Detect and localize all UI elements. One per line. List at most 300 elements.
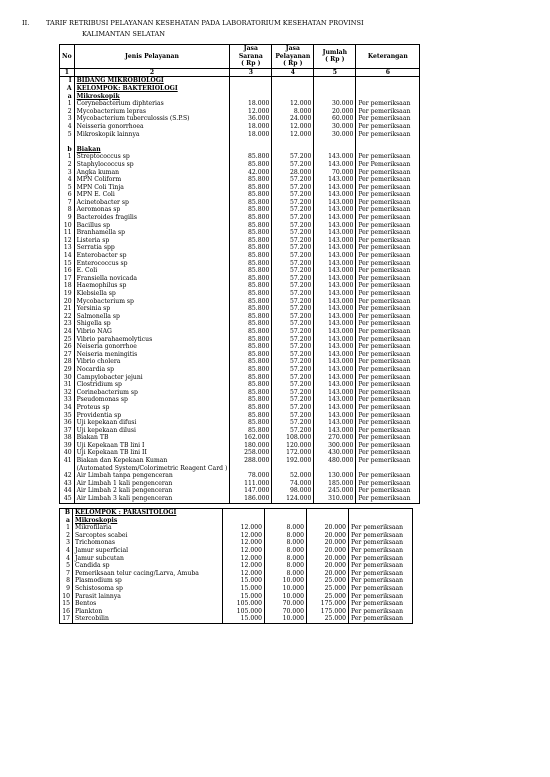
jasa-sarana-value: 258.000 [230, 449, 272, 457]
keterangan-text: Per Pemeriksaan [356, 161, 420, 169]
keterangan-text: Per pemeriksaan [356, 153, 420, 161]
header-no: No [60, 45, 75, 69]
jumlah-value: 143.000 [314, 244, 356, 252]
row-number: 17 [60, 615, 73, 623]
jasa-sarana-value: 78.000 [230, 472, 272, 480]
jumlah-value: 430.000 [314, 449, 356, 457]
jumlah-value: 143.000 [314, 161, 356, 169]
jumlah-value: 143.000 [314, 381, 356, 389]
table-row [60, 381, 420, 389]
table-row [60, 358, 420, 366]
jasa-sarana-value: 105.000 [223, 600, 265, 608]
service-name: Mikroskopik lainnya [74, 131, 230, 139]
jasa-sarana-value: 85.800 [230, 305, 272, 313]
table-row [60, 214, 420, 222]
jasa-sarana-value: 85.800 [230, 199, 272, 207]
jasa-pelayanan-value: 24.000 [272, 115, 314, 123]
row-number: 11 [60, 229, 75, 237]
jumlah-value: 25.000 [307, 593, 349, 601]
keterangan-text: Per pemeriksaan [356, 184, 420, 192]
keterangan-text: Per pemeriksaan [356, 229, 420, 237]
table-row [60, 282, 420, 290]
service-name: Sarcoptes scabei [73, 532, 223, 540]
service-name: Neiseria meningitis [74, 351, 230, 359]
keterangan-text: Per pemeriksaan [356, 252, 420, 260]
table-row [60, 577, 413, 585]
keterangan-text: Per pemeriksaan [349, 524, 413, 532]
service-name: MPN Coli Tinja [74, 184, 230, 192]
jasa-pelayanan-value: 57.200 [272, 298, 314, 306]
keterangan-text: Per pemeriksaan [349, 600, 413, 608]
service-name: Nocardia sp [74, 366, 230, 374]
row-number: 33 [60, 396, 75, 404]
table-row [60, 161, 420, 169]
service-name: Bentos [73, 600, 223, 608]
jasa-pelayanan-value [272, 465, 314, 473]
jasa-pelayanan-value: 74.000 [272, 480, 314, 488]
jasa-pelayanan-value: 57.200 [272, 153, 314, 161]
keterangan-text: Per pemeriksaan [356, 131, 420, 139]
jumlah-value: 60.000 [314, 115, 356, 123]
table-row [60, 419, 420, 427]
row-number: 44 [60, 487, 75, 495]
keterangan-text: Per pemeriksaan [349, 547, 413, 555]
jasa-sarana-value: 18.000 [230, 131, 272, 139]
service-name: Stercobilin [73, 615, 223, 623]
jumlah-value: 130.000 [314, 472, 356, 480]
column-number: 1 [60, 68, 75, 77]
service-name: Serratia spp [74, 244, 230, 252]
service-name: Proteus sp [74, 404, 230, 412]
table-row [60, 206, 420, 214]
table-row [60, 115, 420, 123]
jasa-sarana-value: 288.000 [230, 457, 272, 465]
table-row [60, 389, 420, 397]
table-row [60, 487, 420, 495]
row-number: 3 [60, 115, 75, 123]
jasa-pelayanan-value: 57.200 [272, 389, 314, 397]
service-name: Pseudomonas sp [74, 396, 230, 404]
keterangan-text: Per pemeriksaan [356, 351, 420, 359]
row-number: 4 [60, 547, 73, 555]
service-name: Plasmodium sp [73, 577, 223, 585]
row-number: 25 [60, 336, 75, 344]
jasa-pelayanan-value: 124.000 [272, 495, 314, 503]
jasa-sarana-value: 85.800 [230, 412, 272, 420]
service-name: Acinetobacter sp [74, 199, 230, 207]
service-name: Biakan dan Kepekaan Kuman [74, 457, 230, 465]
service-name: Vibrio NAG [74, 328, 230, 336]
jasa-sarana-value: 85.800 [230, 343, 272, 351]
jasa-pelayanan-value: 8.000 [265, 539, 307, 547]
service-name: Enterococcus sp [74, 260, 230, 268]
table-row [60, 570, 413, 578]
keterangan-text: Per pemeriksaan [356, 199, 420, 207]
jumlah-value: 310.000 [314, 495, 356, 503]
jasa-sarana-value: 36.000 [230, 115, 272, 123]
jasa-pelayanan-value: 57.200 [272, 374, 314, 382]
jasa-sarana-value: 12.000 [223, 539, 265, 547]
group-heading-row: A KELOMPOK: BAKTERIOLOGI [60, 85, 420, 93]
jasa-pelayanan-value: 12.000 [272, 123, 314, 131]
jasa-pelayanan-value: 8.000 [265, 547, 307, 555]
keterangan-text: Per pemeriksaan [356, 222, 420, 230]
row-number: 2 [60, 532, 73, 540]
keterangan-text: Per pemeriksaan [349, 593, 413, 601]
keterangan-text: Per pemeriksaan [356, 191, 420, 199]
jumlah-value: 20.000 [307, 539, 349, 547]
row-number: 5 [60, 562, 73, 570]
keterangan-text: Per pemeriksaan [356, 176, 420, 184]
jumlah-value: 300.000 [314, 442, 356, 450]
keterangan-text: Per pemeriksaan [356, 419, 420, 427]
row-number: 39 [60, 442, 75, 450]
jumlah-value: 143.000 [314, 184, 356, 192]
jumlah-value: 185.000 [314, 480, 356, 488]
row-number: 5 [60, 184, 75, 192]
table-row [60, 222, 420, 230]
keterangan-text: Per pemeriksaan [349, 608, 413, 616]
jasa-pelayanan-value: 57.200 [272, 184, 314, 192]
header-jasa-sarana: Jasa Sarana ( Rp ) [230, 45, 272, 69]
jasa-pelayanan-value: 98.000 [272, 487, 314, 495]
jumlah-value: 480.000 [314, 457, 356, 465]
service-name: Parasit lainnya [73, 593, 223, 601]
jasa-sarana-value: 12.000 [223, 524, 265, 532]
jasa-pelayanan-value: 192.000 [272, 457, 314, 465]
keterangan-text: Per pemeriksaan [356, 449, 420, 457]
row-number: 29 [60, 366, 75, 374]
row-number: 15 [60, 600, 73, 608]
table-row [60, 237, 420, 245]
table-row [60, 298, 420, 306]
table-row [60, 442, 420, 450]
table-row [60, 555, 413, 563]
table-row [60, 108, 420, 116]
group-heading-row: B KELOMPOK : PARASITOLOGI [60, 509, 413, 517]
jumlah-value: 143.000 [314, 389, 356, 397]
keterangan-text: Per pemeriksaan [356, 434, 420, 442]
jasa-sarana-value: 85.800 [230, 396, 272, 404]
keterangan-text: Per pemeriksaan [356, 480, 420, 488]
table-row [60, 562, 413, 570]
jasa-pelayanan-value: 8.000 [272, 108, 314, 116]
table-row [60, 457, 420, 465]
keterangan-text: Per pemeriksaan [349, 562, 413, 570]
table-row [60, 524, 413, 532]
row-number: 31 [60, 381, 75, 389]
table-row [60, 615, 413, 623]
row-number: 4 [60, 123, 75, 131]
table-row [60, 229, 420, 237]
row-number: 17 [60, 275, 75, 283]
row-number: 2 [60, 108, 75, 116]
keterangan-text: Per pemeriksaan [356, 267, 420, 275]
service-name: Corinebacterium sp [74, 389, 230, 397]
jumlah-value: 143.000 [314, 320, 356, 328]
jasa-pelayanan-value: 57.200 [272, 351, 314, 359]
table-row [60, 608, 413, 616]
service-name: Yersinia sp [74, 305, 230, 313]
service-name: Uji Kepekaan TB lini I [74, 442, 230, 450]
keterangan-text: Per pemeriksaan [356, 214, 420, 222]
table-row [60, 305, 420, 313]
row-number: 38 [60, 434, 75, 442]
row-number: 41 [60, 457, 75, 465]
keterangan-text: Per pemeriksaan [356, 404, 420, 412]
jasa-sarana-value: 162.000 [230, 434, 272, 442]
row-number: 16 [60, 267, 75, 275]
jasa-sarana-value: 180.000 [230, 442, 272, 450]
row-number: 9 [60, 214, 75, 222]
jasa-pelayanan-value: 8.000 [265, 570, 307, 578]
jasa-sarana-value: 85.800 [230, 336, 272, 344]
table-row [60, 547, 413, 555]
row-number: 35 [60, 412, 75, 420]
column-number: 5 [314, 68, 356, 77]
keterangan-text: Per pemeriksaan [356, 237, 420, 245]
keterangan-text: Per pemeriksaan [356, 275, 420, 283]
table-row [60, 199, 420, 207]
keterangan-text: Per pemeriksaan [356, 457, 420, 465]
keterangan-text: Per pemeriksaan [356, 115, 420, 123]
table-row [60, 434, 420, 442]
service-name: Vibrio cholera [74, 358, 230, 366]
keterangan-text: Per pemeriksaan [356, 320, 420, 328]
table-row [60, 427, 420, 435]
jasa-sarana-value: 15.000 [223, 593, 265, 601]
table-row [60, 252, 420, 260]
jasa-pelayanan-value: 8.000 [265, 532, 307, 540]
table-row [60, 465, 420, 473]
row-number: 3 [60, 539, 73, 547]
row-number: 12 [60, 237, 75, 245]
jasa-pelayanan-value: 57.200 [272, 290, 314, 298]
jumlah-value: 143.000 [314, 396, 356, 404]
jasa-sarana-value: 85.800 [230, 404, 272, 412]
jasa-pelayanan-value: 8.000 [265, 562, 307, 570]
jasa-sarana-value: 85.800 [230, 260, 272, 268]
service-name: Mycobacterium lepras [74, 108, 230, 116]
table-row [60, 336, 420, 344]
table-row [60, 404, 420, 412]
jasa-sarana-value [230, 465, 272, 473]
service-name: Corynebacterium diphterias [74, 100, 230, 108]
jasa-sarana-value: 85.800 [230, 320, 272, 328]
keterangan-text: Per pemeriksaan [349, 577, 413, 585]
jasa-pelayanan-value: 57.200 [272, 396, 314, 404]
jasa-sarana-value: 12.000 [223, 547, 265, 555]
row-number: 10 [60, 593, 73, 601]
title-line-2: KALIMANTAN SELATAN [82, 30, 166, 38]
row-number: 26 [60, 343, 75, 351]
jumlah-value: 143.000 [314, 214, 356, 222]
keterangan-text: Per pemeriksaan [356, 412, 420, 420]
service-name: Mycobacterium sp [74, 298, 230, 306]
jasa-sarana-value: 85.800 [230, 214, 272, 222]
jumlah-value: 143.000 [314, 419, 356, 427]
jasa-pelayanan-value: 52.000 [272, 472, 314, 480]
row-number: 7 [60, 570, 73, 578]
jasa-pelayanan-value: 57.200 [272, 305, 314, 313]
jasa-sarana-value: 85.800 [230, 298, 272, 306]
table-row [60, 412, 420, 420]
jasa-sarana-value: 85.800 [230, 358, 272, 366]
jasa-pelayanan-value: 57.200 [272, 244, 314, 252]
jumlah-value: 143.000 [314, 260, 356, 268]
keterangan-text: Per pemeriksaan [356, 290, 420, 298]
jumlah-value: 143.000 [314, 351, 356, 359]
jumlah-value [314, 465, 356, 473]
service-name: Schistosoma sp [73, 585, 223, 593]
jasa-pelayanan-value: 57.200 [272, 404, 314, 412]
jasa-sarana-value: 85.800 [230, 374, 272, 382]
service-name: Uji kepekaan difusi [74, 419, 230, 427]
jasa-sarana-value: 85.800 [230, 313, 272, 321]
service-name: Klebsiella sp [74, 290, 230, 298]
row-number: 34 [60, 404, 75, 412]
keterangan-text: Per pemeriksaan [356, 206, 420, 214]
jasa-sarana-value: 85.800 [230, 290, 272, 298]
jasa-pelayanan-value: 57.200 [272, 237, 314, 245]
jumlah-value: 143.000 [314, 313, 356, 321]
jumlah-value: 143.000 [314, 176, 356, 184]
row-number: 43 [60, 480, 75, 488]
table-row [60, 275, 420, 283]
row-number: 16 [60, 608, 73, 616]
keterangan-text: Per pemeriksaan [356, 305, 420, 313]
jasa-sarana-value: 12.000 [223, 532, 265, 540]
service-name: E. Coli [74, 267, 230, 275]
jumlah-value: 20.000 [307, 562, 349, 570]
table-row [60, 153, 420, 161]
jasa-sarana-value: 85.800 [230, 275, 272, 283]
keterangan-text: Per pemeriksaan [356, 123, 420, 131]
row-number: 19 [60, 290, 75, 298]
service-name: Shigella sp [74, 320, 230, 328]
jasa-sarana-value: 15.000 [223, 585, 265, 593]
jasa-pelayanan-value: 10.000 [265, 593, 307, 601]
service-name: Jamur subcutan [73, 555, 223, 563]
service-name: Clostridium sp [74, 381, 230, 389]
row-number: 6 [60, 191, 75, 199]
jasa-sarana-value: 85.800 [230, 176, 272, 184]
jasa-sarana-value: 85.800 [230, 153, 272, 161]
table-row [60, 313, 420, 321]
table-row [60, 131, 420, 139]
jumlah-value: 143.000 [314, 427, 356, 435]
row-number: 2 [60, 161, 75, 169]
service-name: Biakan TB [74, 434, 230, 442]
jasa-pelayanan-value: 10.000 [265, 577, 307, 585]
keterangan-text: Per pemeriksaan [356, 389, 420, 397]
jumlah-value: 175.000 [307, 600, 349, 608]
service-name: Providentia sp [74, 412, 230, 420]
jasa-sarana-value: 85.800 [230, 222, 272, 230]
row-number: 28 [60, 358, 75, 366]
jumlah-value: 143.000 [314, 336, 356, 344]
table-row [60, 539, 413, 547]
service-name: Neisseria gonorrhoea [74, 123, 230, 131]
jumlah-value: 143.000 [314, 374, 356, 382]
row-number: 5 [60, 131, 75, 139]
jasa-pelayanan-value: 57.200 [272, 328, 314, 336]
jasa-sarana-value: 42.000 [230, 169, 272, 177]
row-number: 15 [60, 260, 75, 268]
jumlah-value: 20.000 [307, 524, 349, 532]
jumlah-value: 25.000 [307, 585, 349, 593]
tariff-table-bacteriology [59, 44, 420, 504]
jasa-sarana-value: 12.000 [230, 108, 272, 116]
header-keterangan: Keterangan [356, 45, 420, 69]
jasa-sarana-value: 85.800 [230, 252, 272, 260]
row-number: 10 [60, 222, 75, 230]
jumlah-value: 143.000 [314, 199, 356, 207]
jasa-sarana-value: 85.800 [230, 237, 272, 245]
jasa-pelayanan-value: 57.200 [272, 161, 314, 169]
table-row [60, 472, 420, 480]
service-name: Pemeriksaan telur cacing/Larva, Amuba [73, 570, 223, 578]
row-number: 1 [60, 153, 75, 161]
row-number: 4 [60, 555, 73, 563]
jasa-sarana-value: 85.800 [230, 229, 272, 237]
keterangan-text: Per pemeriksaan [349, 615, 413, 623]
header-jasa-pelayanan: Jasa Pelayanan ( Rp ) [272, 45, 314, 69]
section-roman: II. [22, 19, 30, 27]
keterangan-text: Per pemeriksaan [349, 570, 413, 578]
jasa-sarana-value: 147.000 [230, 487, 272, 495]
row-number: 32 [60, 389, 75, 397]
keterangan-text: Per pemeriksaan [349, 539, 413, 547]
service-name: Staphylococcus sp [74, 161, 230, 169]
jasa-pelayanan-value: 57.200 [272, 419, 314, 427]
service-name: MPN E. Coli [74, 191, 230, 199]
table-row [60, 176, 420, 184]
jumlah-value: 143.000 [314, 328, 356, 336]
table-row [60, 184, 420, 192]
service-name: Angka kuman [74, 169, 230, 177]
service-name: Aeromonas sp [74, 206, 230, 214]
jumlah-value: 20.000 [307, 555, 349, 563]
keterangan-text: Per pemeriksaan [356, 495, 420, 503]
row-number: 40 [60, 449, 75, 457]
service-name: Salmonella sp [74, 313, 230, 321]
jumlah-value: 143.000 [314, 366, 356, 374]
row-number: 23 [60, 320, 75, 328]
jasa-sarana-value: 85.800 [230, 161, 272, 169]
keterangan-text: Per pemeriksaan [356, 374, 420, 382]
jumlah-value: 20.000 [307, 547, 349, 555]
jumlah-value: 143.000 [314, 229, 356, 237]
service-name: MPN Coliform [74, 176, 230, 184]
service-name: Mikrofilaria [73, 524, 223, 532]
row-number: 24 [60, 328, 75, 336]
jasa-sarana-value: 186.000 [230, 495, 272, 503]
column-number: 6 [356, 68, 420, 77]
jasa-pelayanan-value: 70.000 [265, 600, 307, 608]
jasa-pelayanan-value: 172.000 [272, 449, 314, 457]
jasa-sarana-value: 105.000 [223, 608, 265, 616]
jumlah-value: 143.000 [314, 343, 356, 351]
service-name: Jamur superficial [73, 547, 223, 555]
keterangan-text: Per pemeriksaan [356, 487, 420, 495]
column-number: 3 [230, 68, 272, 77]
jasa-pelayanan-value: 57.200 [272, 222, 314, 230]
jumlah-value: 143.000 [314, 191, 356, 199]
jumlah-value: 70.000 [314, 169, 356, 177]
table-row [60, 351, 420, 359]
table-row [60, 267, 420, 275]
